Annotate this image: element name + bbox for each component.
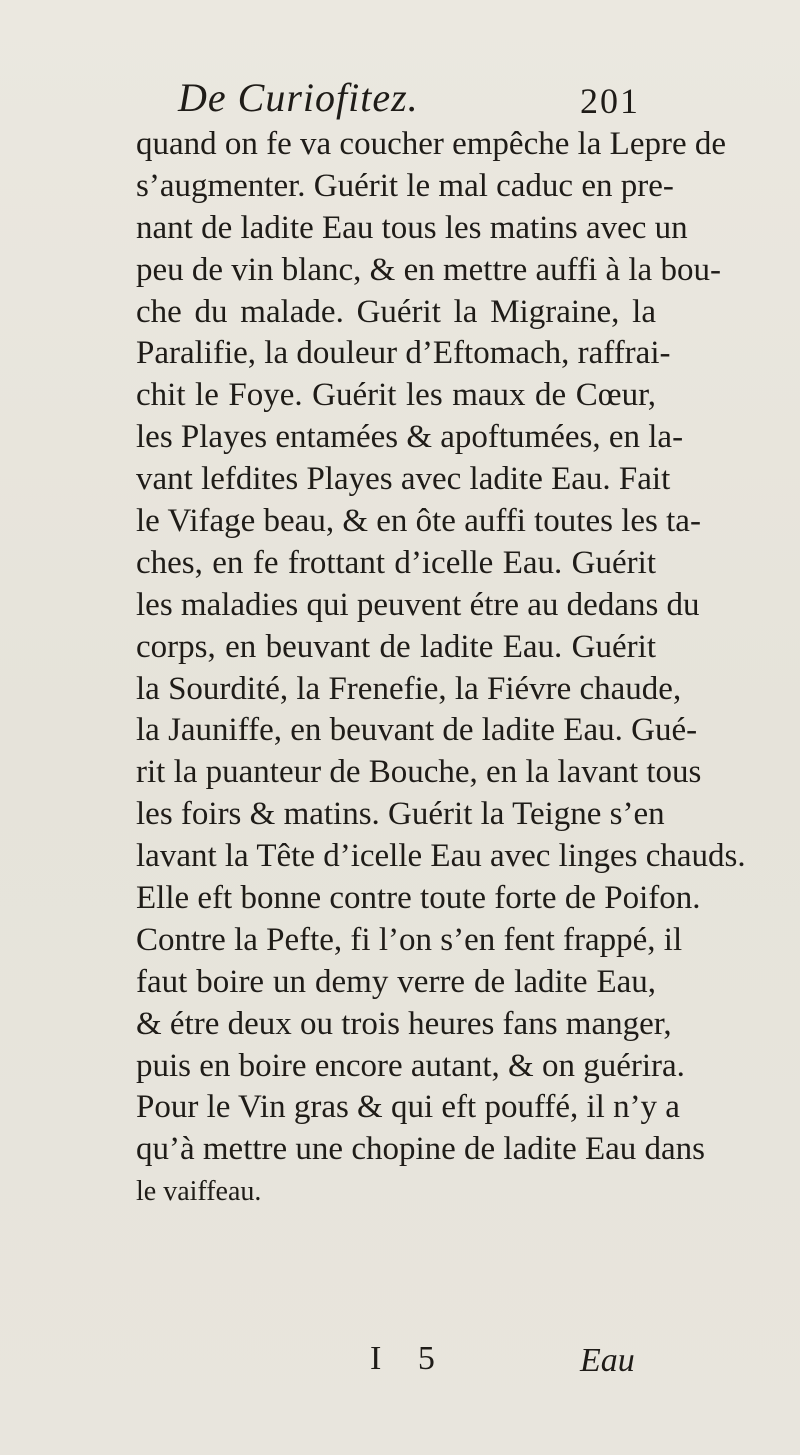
text-line: le vaiffeau. [136, 1176, 262, 1208]
text-line: che du malade. Guérit la Migraine, la [136, 293, 656, 330]
text-line: lavant la Tête d’icelle Eau avec linges chauds. [136, 838, 746, 875]
text-line: la Sourdité, la Frenefie, la Fiévre chaude, [136, 670, 682, 707]
text-line: & étre deux ou trois heures fans manger, [136, 1005, 672, 1042]
signature-mark: I 5 [370, 1340, 449, 1377]
body-text [136, 124, 746, 1213]
text-line: vant lefdites Playes avec ladite Eau. Fait [136, 461, 671, 498]
text-line: Paralifie, la douleur d’Eftomach, raffrai- [136, 335, 671, 372]
text-line: corps, en beuvant de ladite Eau. Guérit [136, 628, 656, 665]
page-footer [0, 1340, 800, 1390]
text-line: quand on fe va coucher empêche la Lepre de [136, 126, 727, 162]
text-line: puis en boire encore autant, & on guérira. [136, 1047, 685, 1084]
text-line: Contre la Pefte, fi l’on s’en fent frappé, il [136, 921, 683, 958]
page-header [0, 74, 800, 124]
text-line: les foirs & matins. Guérit la Teigne s’en [136, 796, 665, 833]
text-line: qu’à mettre une chopine de ladite Eau dans [136, 1131, 706, 1168]
text-line: la Jauniffe, en beuvant de ladite Eau. Gué- [136, 712, 698, 749]
text-line: nant de ladite Eau tous les matins avec un [136, 209, 688, 246]
text-line: faut boire un demy verre de ladite Eau, [136, 963, 656, 1000]
text-line: Elle eft bonne contre toute forte de Poifon. [136, 880, 701, 917]
text-line: le Vifage beau, & en ôte auffi toutes les ta- [136, 503, 701, 540]
text-line: Pour le Vin gras & qui eft pouffé, il n’y a [136, 1089, 680, 1126]
catchword: Eau [580, 1342, 635, 1379]
text-line: les Playes entamées & apoftumées, en la- [136, 419, 684, 456]
page-number: 201 [580, 81, 640, 121]
text-line: peu de vin blanc, & en mettre auffi à la bou- [136, 251, 721, 288]
text-line: s’augmenter. Guérit le mal caduc en pre- [136, 167, 674, 204]
text-line: ches, en fe frottant d’icelle Eau. Guérit [136, 544, 656, 581]
text-line: les maladies qui peuvent étre au dedans du [136, 586, 700, 623]
text-line: chit le Foye. Guérit les maux de Cœur, [136, 377, 656, 414]
text-line: rit la puanteur de Bouche, en la lavant tous [136, 754, 702, 791]
running-title: De Curiofitez. [178, 75, 419, 120]
